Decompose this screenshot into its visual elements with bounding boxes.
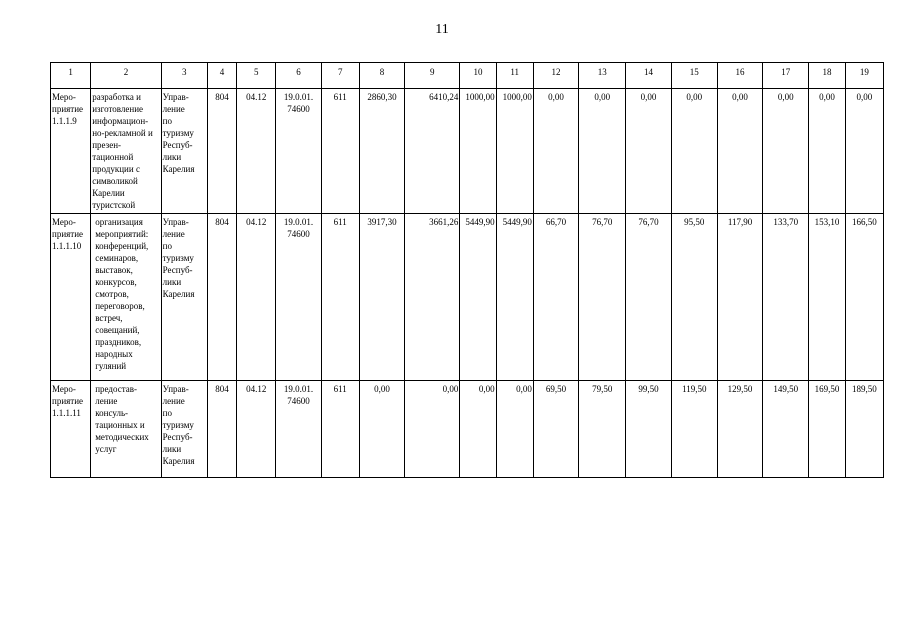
value-cell: 117,90 [717,214,762,381]
header-cell: 7 [321,63,359,89]
page-number: 11 [435,22,449,37]
header-cell: 5 [237,63,276,89]
value-cell: 1000,00 [496,89,533,214]
value-cell: 611 [321,214,359,381]
value-cell: 0,00 [809,89,845,214]
header-cell: 8 [359,63,404,89]
value-cell: 1000,00 [460,89,496,214]
event-cell: Меро- приятие 1.1.1.11 [51,381,91,478]
header-cell: 1 [51,63,91,89]
value-cell: 79,50 [579,381,626,478]
executor-cell: Управ- ление по туризму Респуб- лики Карелия [161,381,207,478]
value-cell: 804 [207,381,236,478]
header-cell: 17 [763,63,809,89]
header-cell: 19 [845,63,883,89]
header-cell: 13 [579,63,626,89]
value-cell: 69,50 [533,381,578,478]
value-cell: 0,00 [671,89,717,214]
value-cell: 66,70 [533,214,578,381]
value-cell: 149,50 [763,381,809,478]
value-cell: 76,70 [579,214,626,381]
value-cell: 2860,30 [359,89,404,214]
value-cell: 166,50 [845,214,883,381]
header-cell: 9 [405,63,460,89]
value-cell: 19.0.01. 74600 [276,214,321,381]
header-cell: 18 [809,63,845,89]
value-cell: 169,50 [809,381,845,478]
header-cell: 2 [91,63,161,89]
header-cell: 15 [671,63,717,89]
value-cell: 804 [207,89,236,214]
value-cell: 0,00 [405,381,460,478]
executor-cell: Управ- ление по туризму Респуб- лики Карелия [161,89,207,214]
value-cell: 5449,90 [496,214,533,381]
value-cell: 133,70 [763,214,809,381]
value-cell: 804 [207,214,236,381]
value-cell: 04.12 [237,89,276,214]
value-cell: 3917,30 [359,214,404,381]
value-cell: 189,50 [845,381,883,478]
value-cell: 0,00 [496,381,533,478]
event-cell: Меро- приятие 1.1.1.10 [51,214,91,381]
value-cell: 0,00 [845,89,883,214]
header-cell: 12 [533,63,578,89]
header-cell: 11 [496,63,533,89]
description-cell: организация мероприятий: конференций, семинаров, выставок, конкурсов, смотров, переговоров, встреч, совещаний, праздников, народных гуляний [91,214,161,381]
value-cell: 153,10 [809,214,845,381]
value-cell: 0,00 [626,89,671,214]
value-cell: 0,00 [717,89,762,214]
header-cell: 3 [161,63,207,89]
value-cell: 04.12 [237,214,276,381]
value-cell: 0,00 [763,89,809,214]
table-row [51,381,884,478]
executor-cell: Управ- ление по туризму Респуб- лики Карелия [161,214,207,381]
value-cell: 19.0.01. 74600 [276,381,321,478]
value-cell: 04.12 [237,381,276,478]
value-cell: 19.0.01. 74600 [276,89,321,214]
value-cell: 0,00 [359,381,404,478]
value-cell: 129,50 [717,381,762,478]
value-cell: 3661,26 [405,214,460,381]
header-cell: 16 [717,63,762,89]
description-cell: предостав- ление консуль- тационных и методических услуг [91,381,161,478]
table-row [51,214,884,381]
header-cell: 14 [626,63,671,89]
header-row [51,63,884,89]
value-cell: 0,00 [533,89,578,214]
budget-table [50,62,884,478]
value-cell: 0,00 [460,381,496,478]
value-cell: 611 [321,89,359,214]
value-cell: 76,70 [626,214,671,381]
value-cell: 0,00 [579,89,626,214]
value-cell: 119,50 [671,381,717,478]
value-cell: 6410,24 [405,89,460,214]
value-cell: 611 [321,381,359,478]
value-cell: 99,50 [626,381,671,478]
header-cell: 6 [276,63,321,89]
header-cell: 10 [460,63,496,89]
value-cell: 95,50 [671,214,717,381]
table-row [51,89,884,214]
header-cell: 4 [207,63,236,89]
event-cell: Меро- приятие 1.1.1.9 [51,89,91,214]
description-cell: разработка и изготовление информацион- но-рекламной и презен- тационной продукции с символикой Карелии туристской [91,89,161,214]
value-cell: 5449,90 [460,214,496,381]
